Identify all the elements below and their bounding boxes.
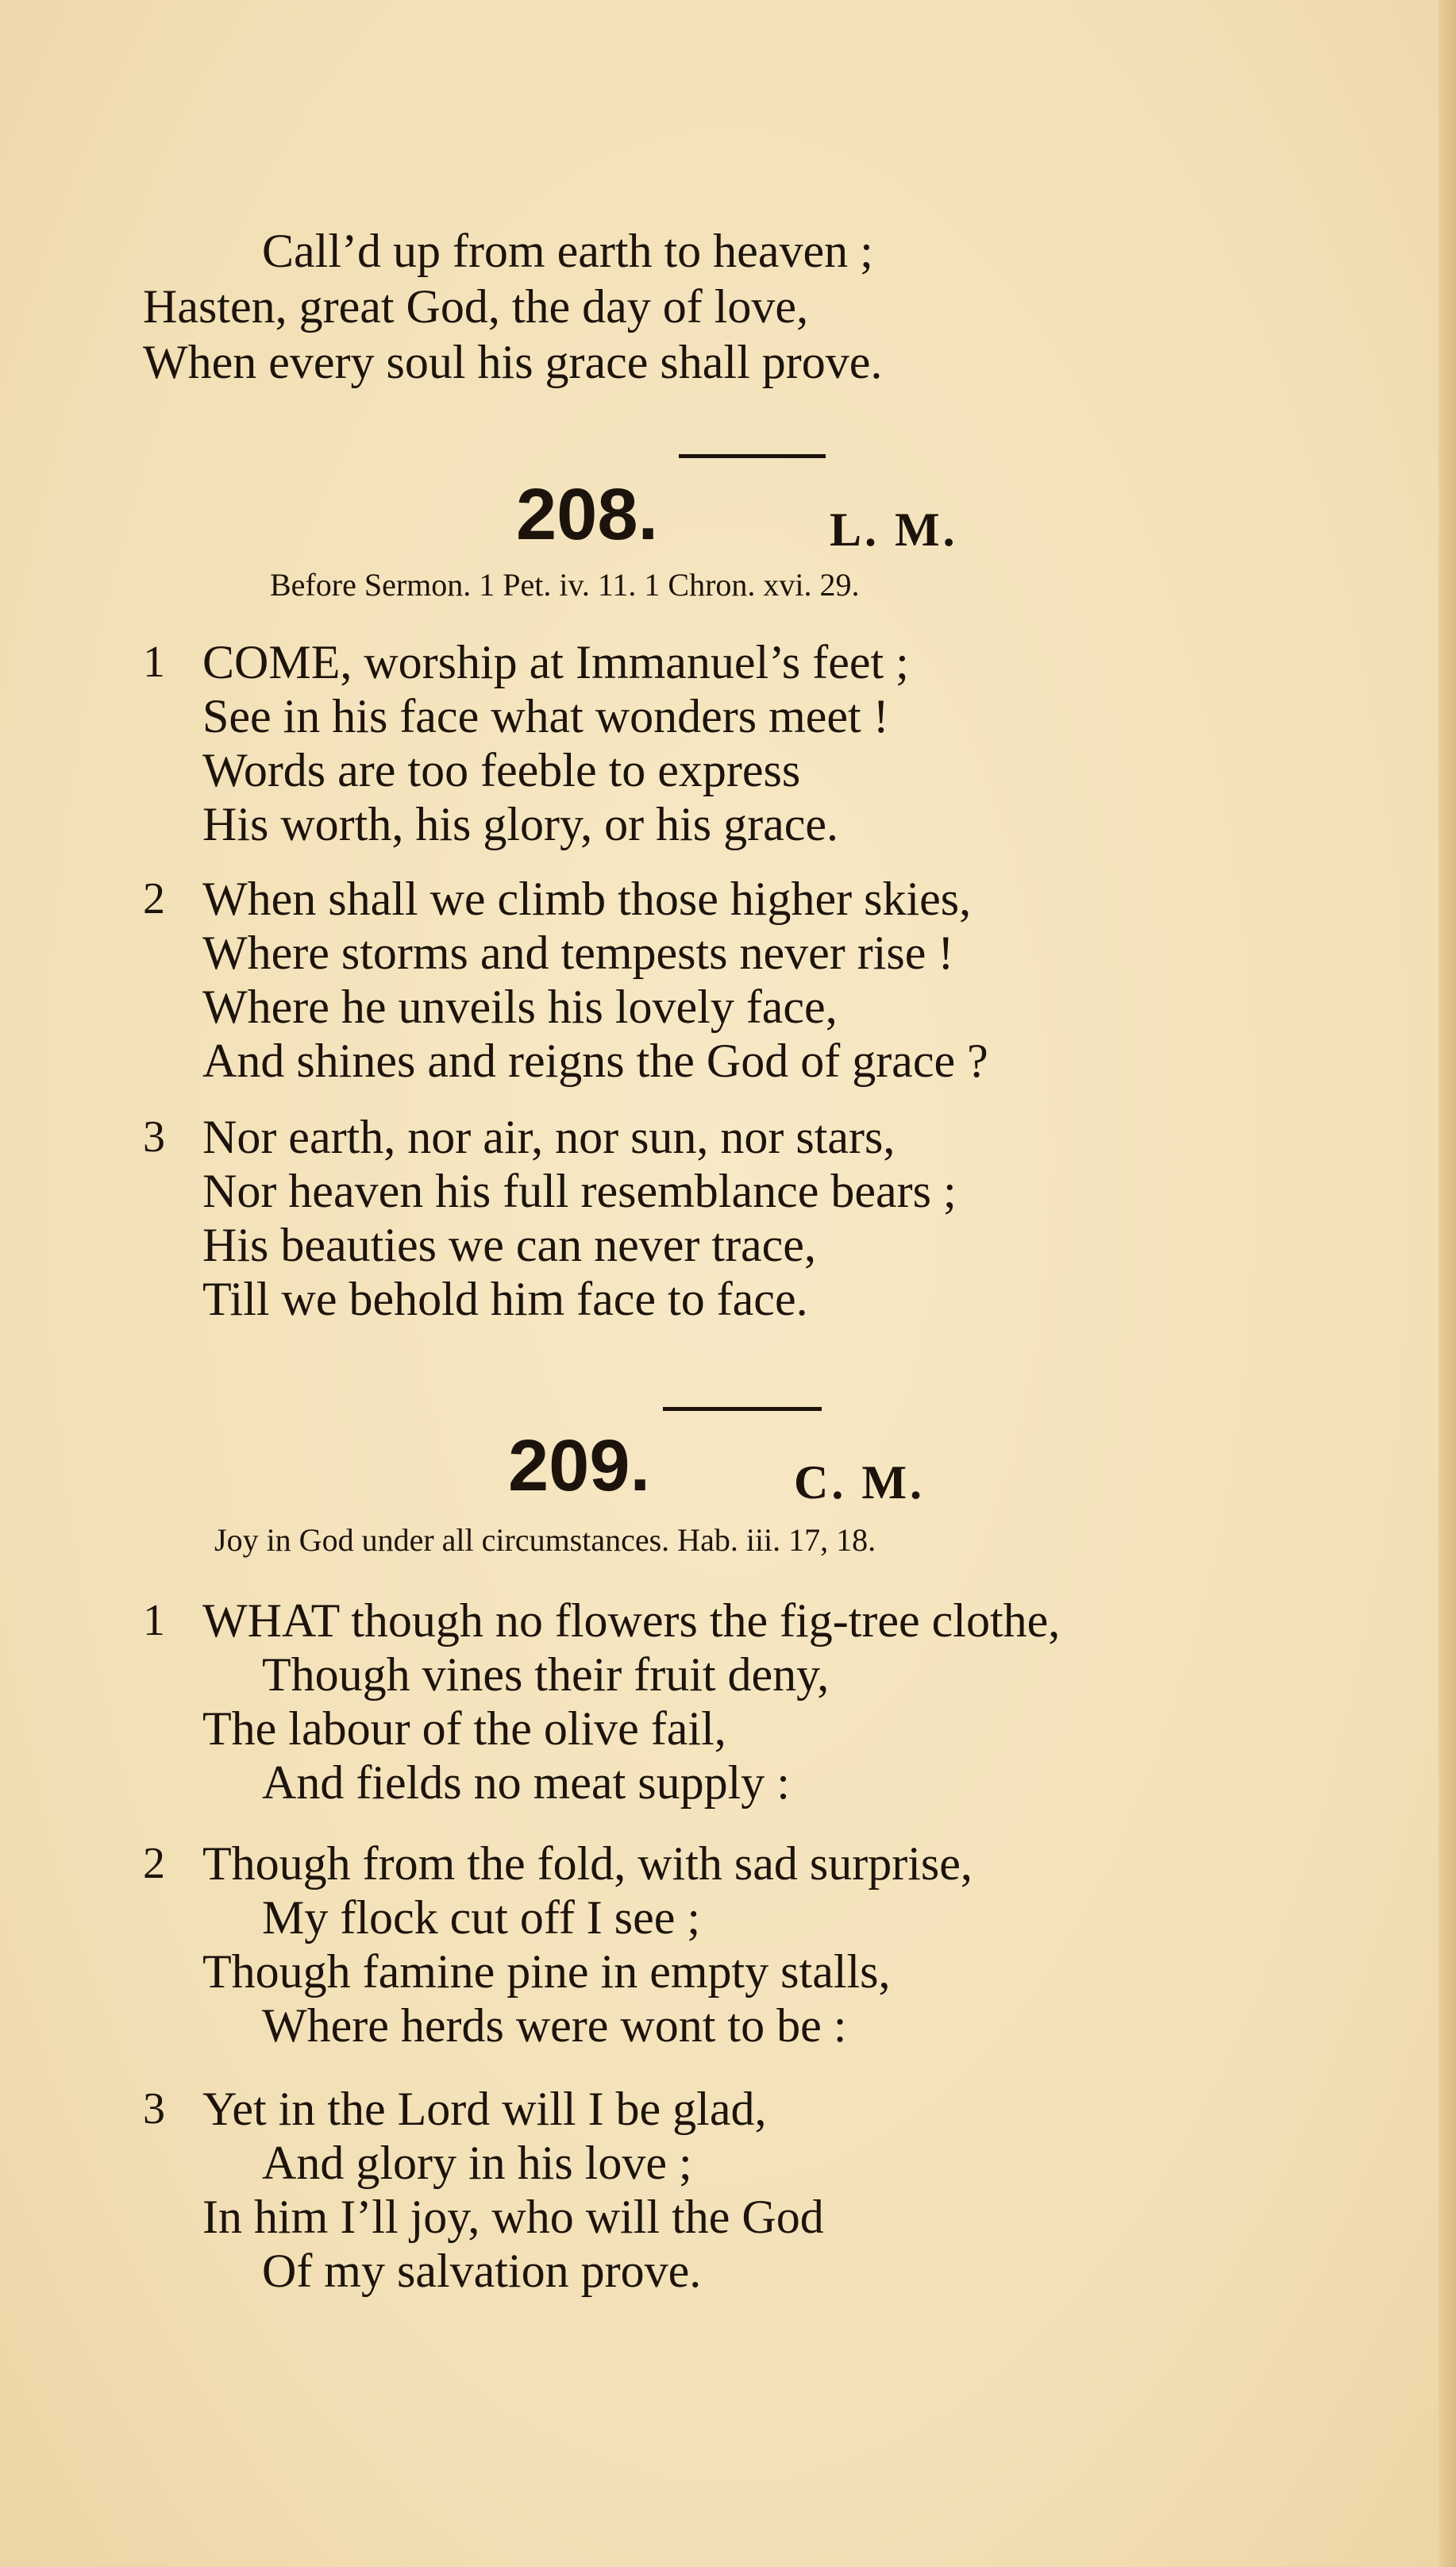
hymn-meter-209: C. M. [794,1456,925,1509]
hymn-number-208: 208. [516,474,659,555]
stanza-number-208-2: 2 [143,874,165,923]
verse-line-208-2-2: Where storms and tempests never rise ! [202,927,954,979]
section-divider-209 [663,1407,822,1411]
verse-line-208-1-3: Words are too feeble to express [202,744,801,796]
carryover-line-2: Hasten, great God, the day of love, [143,280,809,333]
verse-line-208-2-3: Where he unveils his lovely face, [202,981,838,1033]
carryover-line-1: Call’d up from earth to heaven ; [262,225,873,277]
verse-line-208-1-4: His worth, his glory, or his grace. [202,798,838,850]
verse-line-208-3-3: His beauties we can never trace, [202,1219,816,1271]
verse-line-209-2-1: Though from the fold, with sad surprise, [202,1837,973,1890]
verse-line-209-3-3: In him I’ll joy, who will the God [202,2191,824,2243]
stanza-number-209-2: 2 [143,1839,165,1888]
stanza-number-209-1: 1 [143,1596,165,1645]
hymn-meter-208: L. M. [830,503,958,556]
verse-line-208-2-1: When shall we climb those higher skies, [202,873,972,925]
verse-line-208-2-4: And shines and reigns the God of grace ? [202,1035,988,1087]
verse-line-209-1-2: Though vines their fruit deny, [262,1648,830,1701]
stanza-number-208-3: 3 [143,1112,165,1162]
page-spine-edge [1439,0,1456,2567]
verse-line-208-3-1: Nor earth, nor air, nor sun, nor stars, [202,1111,896,1163]
hymn-subtitle-208: Before Sermon. 1 Pet. iv. 11. 1 Chron. xvi. 29. [270,567,860,603]
stanza-number-209-3: 3 [143,2084,165,2133]
carryover-line-3: When every soul his grace shall prove. [143,336,883,388]
stanza-number-208-1: 1 [143,638,165,687]
verse-line-209-1-3: The labour of the olive fail, [202,1702,726,1755]
verse-line-208-1-1: COME, worship at Immanuel’s feet ; [202,636,909,688]
verse-line-209-2-2: My flock cut off I see ; [262,1891,701,1944]
verse-line-208-3-4: Till we behold him face to face. [202,1273,808,1325]
verse-line-209-3-4: Of my salvation prove. [262,2245,702,2297]
verse-line-209-2-3: Though famine pine in empty stalls, [202,1945,891,1998]
verse-line-208-1-2: See in his face what wonders meet ! [202,690,889,742]
verse-line-209-1-1: WHAT though no flowers the fig-tree clothe, [202,1594,1061,1647]
verse-line-208-3-2: Nor heaven his full resemblance bears ; [202,1165,957,1217]
verse-line-209-3-2: And glory in his love ; [262,2137,692,2189]
section-divider-208 [679,454,826,458]
hymn-number-209: 209. [508,1425,651,1506]
verse-line-209-2-4: Where herds were wont to be : [262,1999,847,2052]
verse-line-209-3-1: Yet in the Lord will I be glad, [202,2083,767,2135]
verse-line-209-1-4: And fields no meat supply : [262,1756,790,1809]
hymn-subtitle-209: Joy in God under all circumstances. Hab. iii. 17, 18. [214,1522,876,1558]
